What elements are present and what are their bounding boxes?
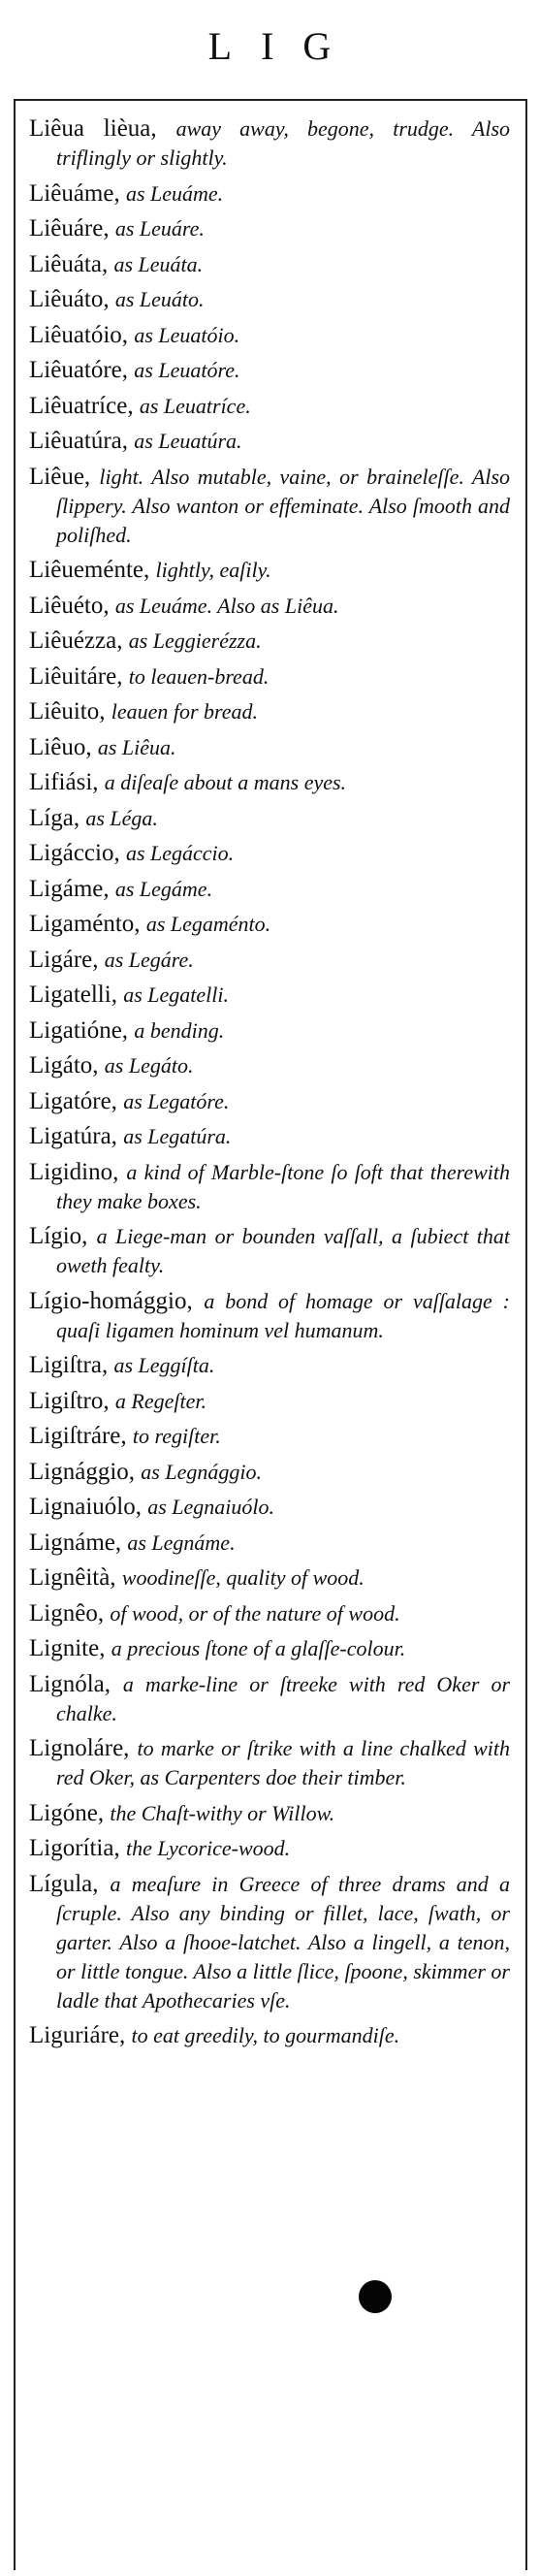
dictionary-entry	[29, 1834, 510, 1863]
entry-headword: Lignággio,	[29, 1458, 136, 1485]
entry-gloss: as Leuáme. Also as Liêua.	[114, 593, 339, 618]
entry-gloss: a marke-line or ſtreeke with red Oker or chalke.	[56, 1671, 511, 1725]
dictionary-entry	[29, 627, 510, 656]
dictionary-entry	[29, 1870, 510, 2015]
entry-headword: Ligidino,	[29, 1158, 119, 1185]
entry-headword: Liêuáto,	[29, 286, 110, 312]
entry-gloss: away away, begone, trudge. Also triflingly or slightly.	[56, 116, 511, 170]
entry-gloss: the Chaſt-withy or Willow.	[110, 1800, 335, 1825]
entry-gloss: a bond of homage or vaſſalage : quaſi ligamen hominum vel humanum.	[56, 1288, 510, 1342]
entry-headword: Ligatúra,	[29, 1123, 117, 1149]
entry-headword: Liêuo,	[29, 733, 92, 760]
entry-headword: Ligáccio,	[29, 840, 120, 866]
dictionary-entry	[29, 1458, 510, 1487]
entry-headword: Lifiási,	[29, 769, 99, 795]
dictionary-entry	[29, 1799, 510, 1828]
page-header: LIG	[207, 24, 361, 68]
entry-headword: Lignáme,	[29, 1529, 122, 1556]
entry-gloss: a diſeaſe about a mans eyes.	[104, 770, 347, 794]
dictionary-entry	[29, 768, 510, 797]
entry-gloss: a Liege-man or bounden vaſſall, a ſubiect that oweth fealty.	[56, 1224, 510, 1277]
entry-headword: Lignite,	[29, 1635, 106, 1661]
entry-headword: Lignêità,	[29, 1564, 116, 1591]
entry-gloss: as Legnáme.	[127, 1530, 236, 1555]
dictionary-entry	[29, 1351, 510, 1380]
entry-headword: Liêuáta,	[29, 250, 109, 277]
entry-headword: Ligatelli,	[29, 982, 117, 1008]
entry-column	[14, 99, 527, 2570]
dictionary-entry	[29, 1529, 510, 1558]
entry-list	[29, 114, 510, 2057]
entry-gloss: to eat greedily, to gourmandiſe.	[131, 2023, 400, 2047]
entry-headword: Liêuatríce,	[29, 392, 134, 419]
entry-headword: Liêuéto,	[29, 592, 110, 619]
entry-headword: Liêuito,	[29, 698, 106, 724]
dictionary-entry	[29, 285, 510, 314]
entry-gloss: light. Also mutable, vaine, or braineleſſe. Also ſlippery. Also wanton or effeminate. Also ſmooth and poliſhed.	[56, 464, 510, 547]
dictionary-entry	[29, 804, 510, 833]
dictionary-entry	[29, 662, 510, 692]
entry-headword: Lignêo,	[29, 1599, 105, 1626]
dictionary-entry	[29, 1422, 510, 1451]
dictionary-entry	[29, 1734, 510, 1792]
dictionary-entry	[29, 321, 510, 350]
entry-gloss: as Legáme.	[114, 876, 213, 901]
dictionary-entry	[29, 250, 510, 279]
entry-headword: Lignóla,	[29, 1670, 111, 1697]
entry-headword: Ligiſtro,	[29, 1387, 110, 1414]
entry-gloss: as Legatúra.	[123, 1124, 232, 1148]
dictionary-entry	[29, 2021, 510, 2050]
entry-gloss: a meaſure in Greece of three drams and a ſcruple. Also any binding or fillet, lace, ſwath, or garter. Also a ſhooe-latchet. Also a lingell, a tenon, or little tongue. Also a little ſlice, ſpoone, skimmer or ladle that Apothecaries vſe.	[56, 1871, 511, 2012]
dictionary-entry	[29, 910, 510, 939]
dictionary-entry	[29, 427, 510, 456]
dictionary-entry	[29, 733, 510, 762]
entry-gloss: as Leggíſta.	[113, 1353, 215, 1377]
dictionary-entry	[29, 1670, 510, 1728]
entry-gloss: lightly, eaſily.	[155, 558, 271, 582]
entry-gloss: as Legáre.	[104, 947, 194, 972]
dictionary-entry	[29, 1222, 510, 1280]
entry-headword: Ligiſtra,	[29, 1352, 109, 1378]
entry-gloss: a precious ſtone of a glaſſe-colour.	[111, 1636, 406, 1660]
dictionary-entry	[29, 875, 510, 904]
entry-gloss: as Legnaiuólo.	[147, 1495, 275, 1519]
entry-gloss: as Legatóre.	[123, 1088, 230, 1113]
entry-gloss: as Leuáme.	[125, 180, 224, 206]
dictionary-entry	[29, 356, 510, 385]
ink-blot	[359, 2280, 392, 2313]
entry-headword: Liêuatóio,	[29, 321, 129, 348]
entry-gloss: as Legnággio.	[141, 1459, 262, 1484]
dictionary-entry	[29, 1122, 510, 1151]
entry-gloss: woodineſſe, quality of wood.	[121, 1565, 365, 1590]
entry-gloss: as Leggierézza.	[128, 628, 262, 653]
entry-headword: Ligóne,	[29, 1799, 105, 1826]
dictionary-entry	[29, 981, 510, 1010]
dictionary-entry	[29, 1634, 510, 1663]
entry-gloss: to regiſter.	[132, 1424, 221, 1448]
entry-headword: Ligiſtráre,	[29, 1423, 127, 1449]
entry-gloss: as Leuatríce.	[139, 393, 251, 418]
entry-headword: Ligatióne,	[29, 1016, 129, 1044]
entry-headword: Liêuatóre,	[29, 357, 129, 383]
dictionary-entry	[29, 946, 510, 975]
entry-gloss: a bending.	[134, 1017, 225, 1043]
entry-gloss: as Legatelli.	[123, 982, 229, 1007]
entry-headword: Lignaiuólo,	[29, 1494, 142, 1520]
entry-gloss: as Leuatóio.	[134, 322, 240, 347]
entry-gloss: to marke or ſtrike with a line chalked with red Oker, as Carpenters doe their timber.	[56, 1736, 510, 1789]
dictionary-entry	[29, 1563, 510, 1593]
dictionary-entry	[29, 392, 510, 421]
entry-gloss: as Leuáta.	[113, 251, 204, 276]
entry-headword: Liguriáre,	[29, 2022, 126, 2048]
entry-headword: Liêuáre,	[29, 215, 110, 242]
dictionary-entry	[29, 214, 510, 243]
entry-headword: Ligaménto,	[29, 911, 141, 937]
dictionary-entry	[29, 1287, 510, 1345]
entry-headword: Liêuáme,	[29, 179, 120, 207]
entry-gloss: as Legáto.	[104, 1053, 194, 1078]
entry-headword: Ligáre,	[29, 946, 99, 973]
dictionary-entry	[29, 179, 510, 209]
entry-headword: Lígula,	[29, 1870, 99, 1897]
entry-headword: Liêueménte,	[29, 557, 150, 583]
entry-gloss: as Leuáre.	[114, 216, 205, 241]
entry-gloss: as Léga.	[85, 805, 158, 830]
entry-headword: Ligáme,	[29, 875, 110, 902]
dictionary-entry	[29, 1051, 510, 1080]
entry-gloss: as Legáccio.	[125, 841, 235, 865]
entry-gloss: as Leuatóre.	[134, 358, 240, 382]
entry-gloss: a Regeſter.	[114, 1388, 206, 1413]
entry-gloss: leauen for bread.	[111, 699, 259, 724]
entry-gloss: of wood, or of the nature of wood.	[110, 1600, 400, 1626]
entry-headword: Ligáto,	[29, 1052, 99, 1079]
entry-headword: Liêuézza,	[29, 628, 123, 654]
dictionary-entry	[29, 1158, 510, 1216]
entry-headword: Liêuitáre,	[29, 662, 123, 690]
dictionary-entry	[29, 1087, 510, 1116]
dictionary-entry	[29, 556, 510, 585]
dictionary-entry	[29, 114, 510, 173]
entry-gloss: as Legaménto.	[145, 912, 271, 936]
dictionary-entry	[29, 1016, 510, 1046]
entry-gloss: to leauen-bread.	[128, 663, 270, 689]
entry-gloss: the Lycorice-wood.	[125, 1836, 291, 1860]
entry-headword: Lígio-homággio,	[29, 1287, 193, 1314]
dictionary-entry	[29, 592, 510, 621]
entry-headword: Ligatóre,	[29, 1087, 117, 1114]
dictionary-entry	[29, 839, 510, 868]
dictionary-entry	[29, 463, 510, 550]
dictionary-entry	[29, 697, 510, 726]
entry-headword: Ligorítia,	[29, 1835, 120, 1861]
dictionary-entry	[29, 1387, 510, 1416]
entry-gloss: as Liêua.	[97, 734, 176, 759]
entry-gloss: a kind of Marble-ſtone ſo ſoft that therewith they make boxes.	[56, 1159, 510, 1213]
entry-headword: Liêue,	[29, 463, 91, 490]
entry-headword: Lignoláre,	[29, 1735, 130, 1761]
entry-headword: Liêuatúra,	[29, 428, 129, 454]
entry-headword: Lígio,	[29, 1223, 88, 1249]
entry-headword: Líga,	[29, 804, 80, 831]
dictionary-entry	[29, 1599, 510, 1628]
entry-headword: Liêua lièua,	[29, 115, 157, 142]
entry-gloss: as Leuatúra.	[134, 429, 242, 453]
dictionary-entry	[29, 1493, 510, 1522]
entry-gloss: as Leuáto.	[114, 287, 205, 311]
